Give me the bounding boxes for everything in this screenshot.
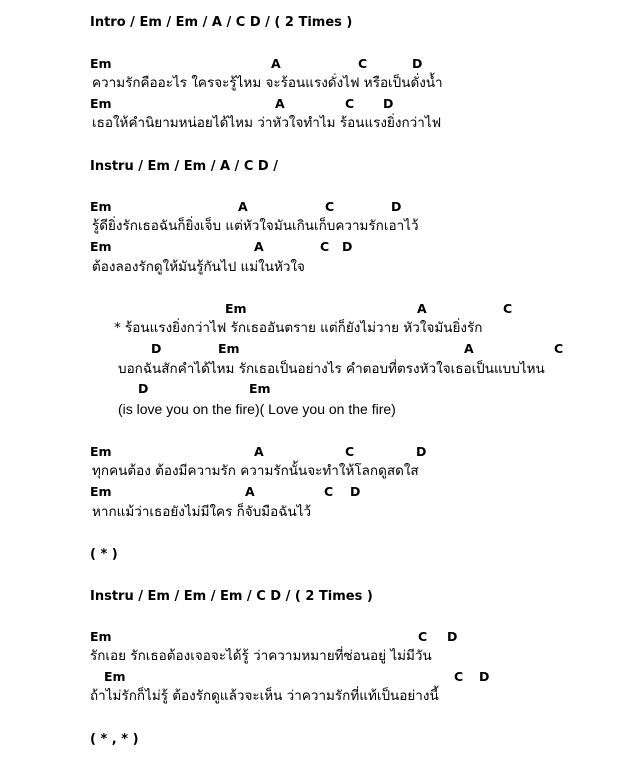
chord: Em: [218, 341, 240, 356]
lyric-line: รักเอย รักเธอต้องเจอจะได้รู้ ว่าความหมายที่ซ่อนอยู่ ไม่มีวัน: [90, 648, 432, 664]
lyric-line: ทุกคนต้อง ต้องมีความรัก ความรักนั้นจะทำให้โลกดูสดใส: [92, 463, 419, 479]
chord: A: [275, 96, 285, 111]
chord: A: [245, 484, 255, 499]
chord: C: [325, 199, 335, 214]
lyric-line: เธอให้คำนิยามหน่อยได้ไหม ว่าหัวใจทำไม ร้อนแรงยิ่งกว่าไฟ: [92, 115, 442, 131]
chord: Em: [90, 444, 112, 459]
chord: D: [391, 199, 402, 214]
chord: C: [324, 484, 334, 499]
chord: Em: [249, 381, 271, 396]
chord: D: [342, 239, 353, 254]
repeat-marker: ( * , * ): [90, 732, 139, 747]
chord: A: [238, 199, 248, 214]
lyric-line: * ร้อนแรงยิ่งกว่าไฟ รักเธออันตราย แต่ก็ยังไม่วาย หัวใจมันยิ่งรัก: [114, 320, 483, 336]
chord: C: [554, 341, 564, 356]
lyric-line: ต้องลองรักดูให้มันรู้กันไป แม่ในหัวใจ: [92, 259, 305, 275]
chord: Em: [90, 484, 112, 499]
chord: A: [464, 341, 474, 356]
chord: A: [254, 239, 264, 254]
chord: A: [417, 301, 427, 316]
chord: D: [447, 629, 458, 644]
chord: C: [320, 239, 330, 254]
chord: C: [503, 301, 513, 316]
chord: C: [345, 444, 355, 459]
chord: Em: [90, 199, 112, 214]
instru-line: Instru / Em / Em / Em / C D / ( 2 Times ): [90, 589, 373, 604]
chord: D: [350, 484, 361, 499]
instru-line: Instru / Em / Em / A / C D /: [90, 159, 278, 174]
chord: Em: [90, 629, 112, 644]
lyric-line: รู้ดียิ่งรักเธอฉันก็ยิ่งเจ็บ แต่หัวใจมันเกินเก็บความรักเอาไว้: [92, 218, 419, 234]
chord: Em: [90, 96, 112, 111]
chord: Em: [90, 239, 112, 254]
chord: D: [151, 341, 162, 356]
lyric-line: หากแม้ว่าเธอยังไม่มีใคร ก็จับมือฉันไว้: [92, 504, 312, 520]
repeat-marker: ( * ): [90, 547, 118, 562]
chord: C: [418, 629, 428, 644]
intro-line: Intro / Em / Em / A / C D / ( 2 Times ): [90, 15, 353, 30]
chord: D: [138, 381, 149, 396]
chord: D: [412, 56, 423, 71]
chord: D: [416, 444, 427, 459]
chord: C: [454, 669, 464, 684]
chord: Em: [225, 301, 247, 316]
chord: A: [254, 444, 264, 459]
lyric-line: ถ้าไม่รักก็ไม่รู้ ต้องรักดูแล้วจะเห็น ว่าความรักที่แท้เป็นอย่างนี้: [90, 688, 439, 704]
lyric-line: บอกฉันสักคำได้ไหม รักเธอเป็นอย่างไร คำตอบที่ตรงหัวใจเธอเป็นแบบไหน: [118, 361, 545, 377]
chord: C: [358, 56, 368, 71]
chord: C: [345, 96, 355, 111]
chord: A: [271, 56, 281, 71]
chord: Em: [104, 669, 126, 684]
chord: D: [383, 96, 394, 111]
lyric-line: (is love you on the fire)( Love you on the fire): [118, 401, 396, 417]
chord: D: [479, 669, 490, 684]
chord: Em: [90, 56, 112, 71]
lyric-line: ความรักคืออะไร ใครจะรู้ไหม จะร้อนแรงดั่งไฟ หรือเป็นดั่งน้ำ: [92, 75, 443, 91]
